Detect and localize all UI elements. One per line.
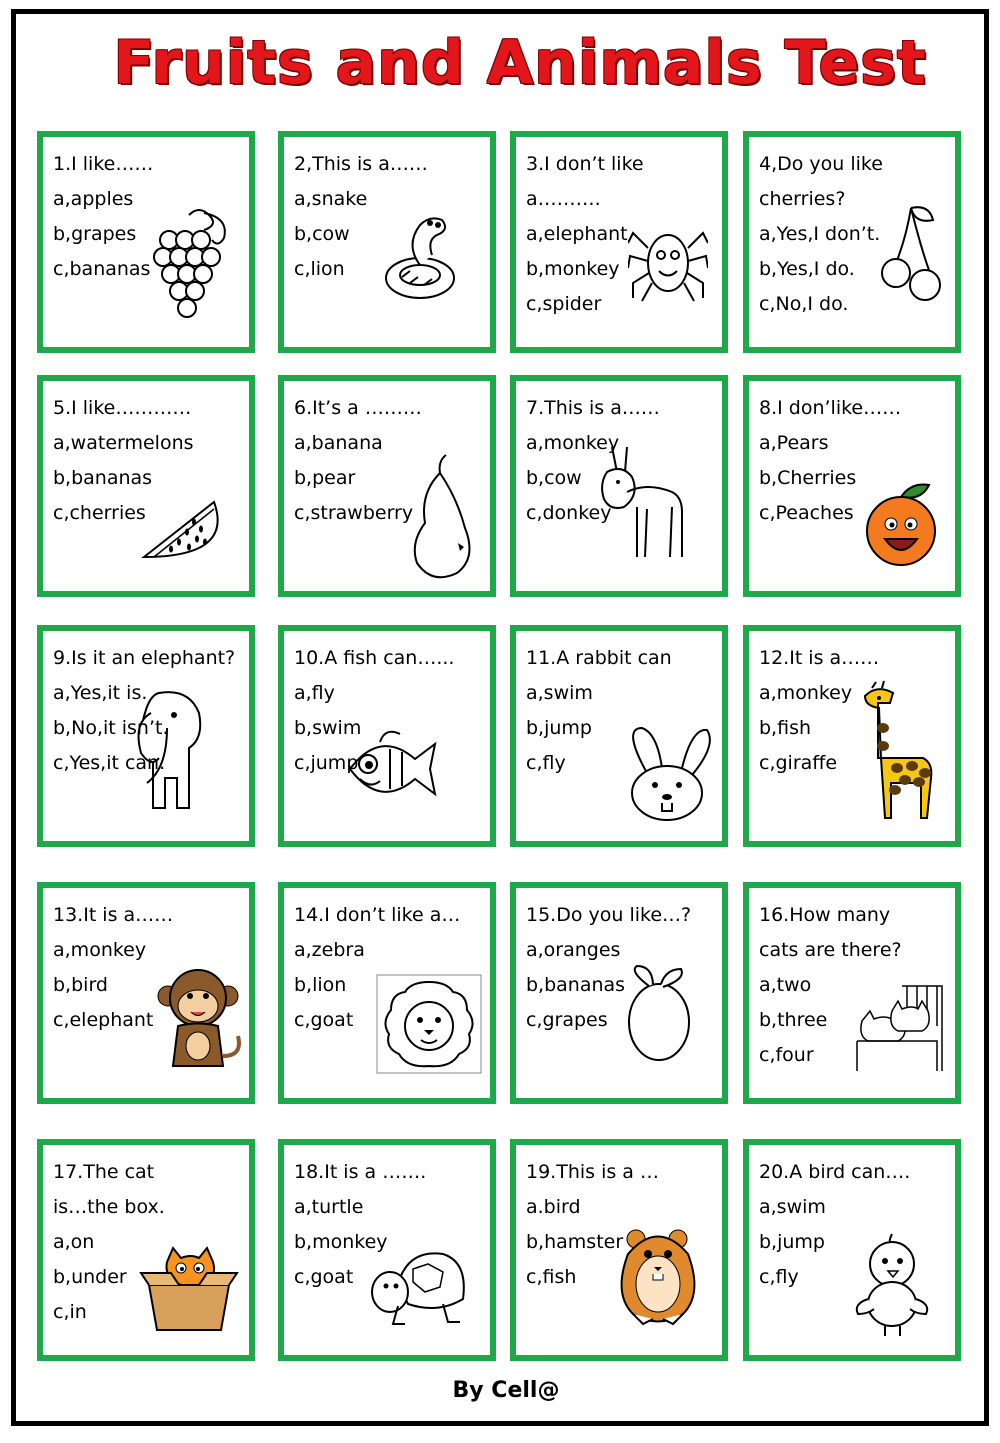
cat-in-box-icon xyxy=(139,1240,239,1339)
question-text: 3.I don’t like a………. xyxy=(526,153,644,210)
question-card xyxy=(510,131,728,353)
answer-option[interactable]: b,jump xyxy=(759,1231,825,1253)
answer-option[interactable]: b,bird xyxy=(53,974,108,996)
answer-option[interactable]: a,watermelons xyxy=(53,432,194,454)
question-card xyxy=(37,882,255,1104)
question-text: 19.This is a … xyxy=(526,1161,659,1183)
answer-option[interactable]: a,zebra xyxy=(294,939,365,961)
question-text: 17.The cat is…the box. xyxy=(53,1161,165,1218)
question-text: 7.This is a…… xyxy=(526,397,660,419)
question-text: 15.Do you like…? xyxy=(526,904,692,926)
lion-icon xyxy=(376,974,482,1078)
answer-option[interactable]: c,bananas xyxy=(53,258,151,280)
answer-option[interactable]: b,cow xyxy=(526,467,582,489)
pear-icon xyxy=(410,453,480,587)
answer-option[interactable]: c,spider xyxy=(526,293,602,315)
answer-option[interactable]: a,Yes,I don’t. xyxy=(759,223,881,245)
answer-options xyxy=(526,217,628,322)
answer-option[interactable]: a,two xyxy=(759,974,812,996)
question-text: 9.Is it an elephant? xyxy=(53,647,236,669)
answer-option[interactable]: b,bananas xyxy=(53,467,153,489)
question-text: 8.I don’like…… xyxy=(759,397,902,419)
answer-option[interactable]: c,fly xyxy=(759,1266,799,1288)
answer-option[interactable]: a,swim xyxy=(759,1196,826,1218)
question-text: 5.I like………… xyxy=(53,397,192,419)
question-card xyxy=(278,375,496,597)
answer-option[interactable]: b,Cherries xyxy=(759,467,857,489)
question-card xyxy=(510,1139,728,1361)
question-text: 1.I like…… xyxy=(53,153,154,175)
answer-option[interactable]: b,jump xyxy=(526,717,592,739)
peach-icon xyxy=(861,479,941,573)
answer-options xyxy=(759,426,856,531)
answer-option[interactable]: c,fly xyxy=(526,752,566,774)
rabbit-icon xyxy=(622,723,712,827)
answer-option[interactable]: c,jump xyxy=(294,752,359,774)
answer-option[interactable]: b,grapes xyxy=(53,223,137,245)
question-card xyxy=(743,882,961,1104)
answer-option[interactable]: a,turtle xyxy=(294,1196,364,1218)
answer-option[interactable]: c,grapes xyxy=(526,1009,608,1031)
answer-option[interactable]: b,bananas xyxy=(526,974,626,996)
question-text: 10.A fish can…... xyxy=(294,647,455,669)
answer-options xyxy=(294,426,413,531)
author-credit: By Cell@ xyxy=(452,1378,560,1403)
monkey-icon xyxy=(153,966,243,1080)
answer-option[interactable]: b,monkey xyxy=(526,258,620,280)
cherries-icon xyxy=(881,203,941,317)
answer-option[interactable]: c,four xyxy=(759,1044,814,1066)
answer-options xyxy=(526,933,625,1038)
answer-options xyxy=(53,1225,127,1330)
answer-option[interactable]: a,swim xyxy=(526,682,593,704)
answer-option[interactable]: a,monkey xyxy=(526,432,620,454)
answer-option[interactable]: b,pear xyxy=(294,467,356,489)
answer-options xyxy=(759,1190,826,1295)
question-text: 18.It is a ……. xyxy=(294,1161,427,1183)
question-text: 11.A rabbit can xyxy=(526,647,672,669)
question-text: 14.I don’t like a… xyxy=(294,904,461,926)
answer-option[interactable]: b,swim xyxy=(294,717,362,739)
answer-option[interactable]: a,Yes,it is. xyxy=(53,682,148,704)
question-card xyxy=(37,131,255,353)
answer-option[interactable]: c,strawberry xyxy=(294,502,414,524)
answer-option[interactable]: c,lion xyxy=(294,258,345,280)
answer-option[interactable]: a,oranges xyxy=(526,939,621,961)
question-card xyxy=(510,882,728,1104)
question-card xyxy=(37,375,255,597)
answer-option[interactable]: c,goat xyxy=(294,1266,354,1288)
answer-option[interactable]: c,giraffe xyxy=(759,752,838,774)
question-card xyxy=(743,1139,961,1361)
answer-options xyxy=(53,933,153,1038)
answer-option[interactable]: a,apples xyxy=(53,188,134,210)
orange-icon xyxy=(621,964,696,1068)
answer-option[interactable]: c,donkey xyxy=(526,502,612,524)
answer-option[interactable]: c,No,I do. xyxy=(759,293,849,315)
answer-option[interactable]: b,Yes,I do. xyxy=(759,258,855,280)
answer-options xyxy=(53,676,169,781)
question-card xyxy=(37,1139,255,1361)
answer-option[interactable]: b,fish xyxy=(759,717,812,739)
answer-options xyxy=(759,676,852,781)
question-text: 6.It’s a ……… xyxy=(294,397,422,419)
answer-option[interactable]: c,goat xyxy=(294,1009,354,1031)
question-card xyxy=(278,625,496,847)
answer-option[interactable]: c,fish xyxy=(526,1266,577,1288)
answer-option[interactable]: a,monkey xyxy=(759,682,853,704)
answer-option[interactable]: c,in xyxy=(53,1301,87,1323)
answer-option[interactable]: a,monkey xyxy=(53,939,147,961)
answer-option[interactable]: c,Peaches xyxy=(759,502,854,524)
answer-option[interactable]: b,lion xyxy=(294,974,347,996)
answer-options xyxy=(294,933,365,1038)
answer-options xyxy=(53,182,150,287)
answer-option[interactable]: a,banana xyxy=(294,432,383,454)
answer-options xyxy=(526,1190,623,1295)
answer-options xyxy=(294,1190,388,1295)
answer-option[interactable]: b,cow xyxy=(294,223,350,245)
answer-option[interactable]: b,No,it isn’t. xyxy=(53,717,169,739)
question-text: 12.It is a…… xyxy=(759,647,880,669)
answer-option[interactable]: c,cherries xyxy=(53,502,146,524)
answer-option[interactable]: b,under xyxy=(53,1266,127,1288)
answer-options xyxy=(526,426,619,531)
answer-option[interactable]: a,snake xyxy=(294,188,368,210)
question-card xyxy=(510,375,728,597)
question-card xyxy=(278,1139,496,1361)
answer-options xyxy=(526,676,593,781)
question-text: 2,This is a…… xyxy=(294,153,428,175)
giraffe-icon xyxy=(857,678,947,827)
question-card xyxy=(743,375,961,597)
question-card xyxy=(743,625,961,847)
answer-option[interactable]: c,Yes,it can. xyxy=(53,752,166,774)
question-card xyxy=(278,882,496,1104)
question-card xyxy=(37,625,255,847)
question-text: 20.A bird can…. xyxy=(759,1161,911,1183)
answer-options xyxy=(53,426,194,531)
question-text: 4,Do you like cherries? xyxy=(759,153,883,210)
answer-options xyxy=(294,182,367,287)
answer-option[interactable]: a,fly xyxy=(294,682,335,704)
question-card xyxy=(278,131,496,353)
question-card xyxy=(743,131,961,353)
answer-option[interactable]: b,three xyxy=(759,1009,828,1031)
answer-option[interactable]: a.bird xyxy=(526,1196,581,1218)
grapes-icon xyxy=(149,205,239,329)
question-card xyxy=(510,625,728,847)
spider-icon xyxy=(628,213,708,317)
answer-option[interactable]: c,elephant xyxy=(53,1009,154,1031)
page-title: Fruits and Animals Test xyxy=(113,28,927,98)
snake-icon xyxy=(380,203,460,307)
answer-option[interactable]: b,hamster xyxy=(526,1231,624,1253)
question-text: 16.How many cats are there? xyxy=(759,904,902,961)
answer-option[interactable]: a,Pears xyxy=(759,432,829,454)
cats-icon xyxy=(852,981,947,1080)
bird-icon xyxy=(850,1229,935,1343)
answer-options xyxy=(759,217,880,322)
answer-option[interactable]: a,elephant xyxy=(526,223,628,245)
answer-options xyxy=(759,968,827,1073)
answer-options xyxy=(294,676,361,781)
question-text: 13.It is a…… xyxy=(53,904,174,926)
hamster-icon xyxy=(618,1219,698,1333)
answer-option[interactable]: a,on xyxy=(53,1231,95,1253)
answer-option[interactable]: b,monkey xyxy=(294,1231,388,1253)
